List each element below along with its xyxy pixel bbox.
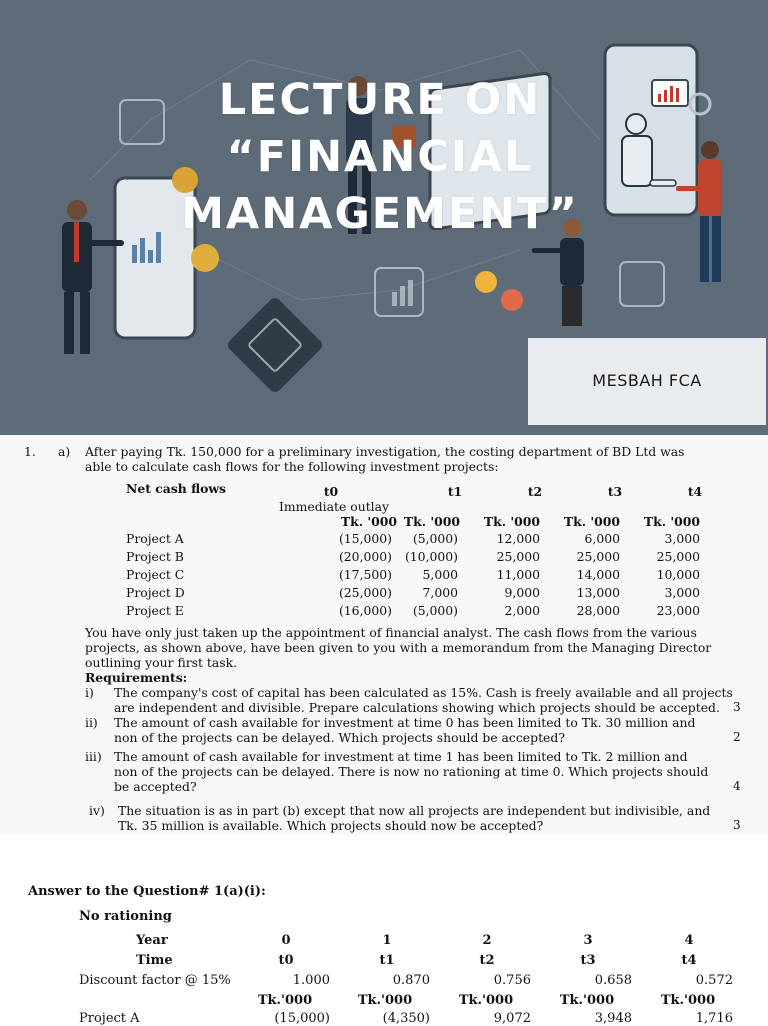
unit-header: Tk. '000 — [340, 514, 397, 529]
requirement-text: Tk. 35 million is available. Which projects should now be accepted? — [118, 818, 544, 833]
table-cell: 25,000 — [496, 549, 540, 564]
table-cell: (5,000) — [412, 603, 458, 618]
chip-tile-icon — [620, 262, 664, 306]
table-cell: 23,000 — [656, 603, 700, 618]
title-banner — [0, 0, 768, 435]
question-section — [0, 435, 768, 835]
table-cell: 6,000 — [584, 531, 620, 546]
table-row-label: Project C — [126, 567, 185, 582]
table-cell: 28,000 — [576, 603, 620, 618]
table-cell: 13,000 — [576, 585, 620, 600]
requirements-heading: Requirements: — [85, 670, 188, 685]
project-a-value: 1,716 — [695, 1011, 733, 1026]
unit-header: Tk. '000 — [403, 514, 460, 529]
requirement-text: be accepted? — [114, 779, 197, 794]
table-row-label: Project D — [126, 585, 185, 600]
requirement-text: The amount of cash available for investment at time 0 has been limited to Tk. 30 million and — [114, 715, 696, 730]
discount-factor-value: 0.756 — [493, 973, 531, 988]
answer-section — [0, 835, 768, 1024]
requirement-text: non of the projects can be delayed. There is now no rationing at time 0. Which projects should — [114, 764, 709, 779]
time-value: t1 — [379, 953, 395, 968]
requirement-text: non of the projects can be delayed. Which projects should be accepted? — [114, 730, 565, 745]
table-cell: 5,000 — [422, 567, 458, 582]
table-title: Net cash flows — [126, 481, 227, 496]
discount-factor-label: Discount factor @ 15% — [79, 973, 231, 988]
table-cell: 11,000 — [496, 567, 540, 582]
year-value: 0 — [281, 933, 291, 948]
discount-factor-value: 1.000 — [292, 973, 330, 988]
table-row-label: Project E — [126, 603, 184, 618]
table-cell: 14,000 — [576, 567, 620, 582]
answer-subheading: No rationing — [79, 909, 172, 924]
dollar-coin-icon — [191, 244, 219, 272]
discount-factor-value: 0.870 — [392, 973, 430, 988]
requirement-marks: 4 — [733, 779, 741, 793]
table-cell: 12,000 — [496, 531, 540, 546]
discount-factor-value: 0.572 — [695, 973, 733, 988]
table-cell: 9,000 — [504, 585, 540, 600]
time-value: t3 — [580, 953, 596, 968]
table-cell: (5,000) — [412, 531, 458, 546]
year-value: 3 — [583, 933, 593, 948]
requirement-number: ii) — [85, 715, 98, 730]
intro-line: able to calculate cash flows for the following investment projects: — [85, 459, 499, 474]
answer-heading: Answer to the Question# 1(a)(i): — [28, 884, 266, 899]
requirement-text: are independent and divisible. Prepare calculations showing which projects should be accepted. — [114, 700, 720, 715]
period-header: t3 — [607, 484, 623, 499]
time-label: Time — [136, 953, 173, 968]
year-value: 4 — [684, 933, 694, 948]
discount-factor-value: 0.658 — [594, 973, 632, 988]
requirement-number: iii) — [85, 749, 102, 764]
year-value: 2 — [482, 933, 492, 948]
requirement-text: The amount of cash available for investment at time 1 has been limited to Tk. 2 million and — [114, 749, 688, 764]
context-line: projects, as shown above, have been given to you with a memorandum from the Managing Director — [85, 640, 712, 655]
requirement-marks: 3 — [733, 700, 741, 714]
table-cell: (15,000) — [338, 531, 392, 546]
t0-note: Immediate outlay — [279, 499, 390, 514]
project-a-value: 3,948 — [594, 1011, 632, 1026]
unit-header: Tk. '000 — [643, 514, 700, 529]
requirement-number: iv) — [89, 803, 105, 818]
project-a-value: (4,350) — [382, 1011, 430, 1026]
table-cell: 10,000 — [656, 567, 700, 582]
table-cell: 25,000 — [656, 549, 700, 564]
time-value: t0 — [278, 953, 294, 968]
period-header: t2 — [527, 484, 543, 499]
requirement-text: The company's cost of capital has been calculated as 15%. Cash is freely available and all projects — [114, 685, 733, 700]
year-value: 1 — [382, 933, 392, 948]
period-header: t1 — [447, 484, 463, 499]
table-row-label: Project B — [126, 549, 184, 564]
table-cell: (16,000) — [338, 603, 392, 618]
year-label: Year — [136, 933, 168, 948]
time-value: t4 — [681, 953, 697, 968]
unit-header: Tk.'000 — [660, 993, 716, 1008]
table-row-label: Project A — [126, 531, 184, 546]
requirement-number: i) — [85, 685, 94, 700]
table-cell: (25,000) — [338, 585, 392, 600]
table-cell: 7,000 — [422, 585, 458, 600]
table-cell: (17,500) — [338, 567, 392, 582]
context-line: You have only just taken up the appointment of financial analyst. The cash flows from the various — [85, 625, 697, 640]
project-a-label: Project A — [79, 1011, 140, 1026]
unit-header: Tk.'000 — [559, 993, 615, 1008]
unit-header: Tk. '000 — [483, 514, 540, 529]
table-cell: (10,000) — [404, 549, 458, 564]
author-box — [528, 338, 766, 425]
lecture-title: LECTURE ON “FINANCIAL MANAGEMENT” — [181, 75, 579, 239]
table-cell: (20,000) — [338, 549, 392, 564]
context-line: outlining your first task. — [85, 655, 238, 670]
unit-header: Tk.'000 — [357, 993, 413, 1008]
unit-header: Tk.'000 — [257, 993, 313, 1008]
table-cell: 3,000 — [664, 585, 700, 600]
time-value: t2 — [479, 953, 495, 968]
author-name: MESBAH FCA — [592, 371, 702, 390]
question-part: a) — [58, 444, 71, 459]
table-cell: 3,000 — [664, 531, 700, 546]
unit-header: Tk. '000 — [563, 514, 620, 529]
project-a-value: 9,072 — [493, 1011, 531, 1026]
table-cell: 2,000 — [504, 603, 540, 618]
requirement-text: The situation is as in part (b) except that now all projects are independent but indivisible, and — [118, 803, 711, 818]
period-header: t0 — [323, 484, 339, 499]
requirement-marks: 2 — [733, 730, 741, 744]
question-number: 1. — [24, 444, 36, 459]
intro-line: After paying Tk. 150,000 for a preliminary investigation, the costing department of BD Ltd was — [85, 444, 685, 459]
table-cell: 25,000 — [576, 549, 620, 564]
period-header: t4 — [687, 484, 703, 499]
ai-chip-icon — [226, 296, 325, 395]
project-a-value: (15,000) — [274, 1011, 330, 1026]
unit-header: Tk.'000 — [458, 993, 514, 1008]
requirement-marks: 3 — [733, 818, 741, 832]
